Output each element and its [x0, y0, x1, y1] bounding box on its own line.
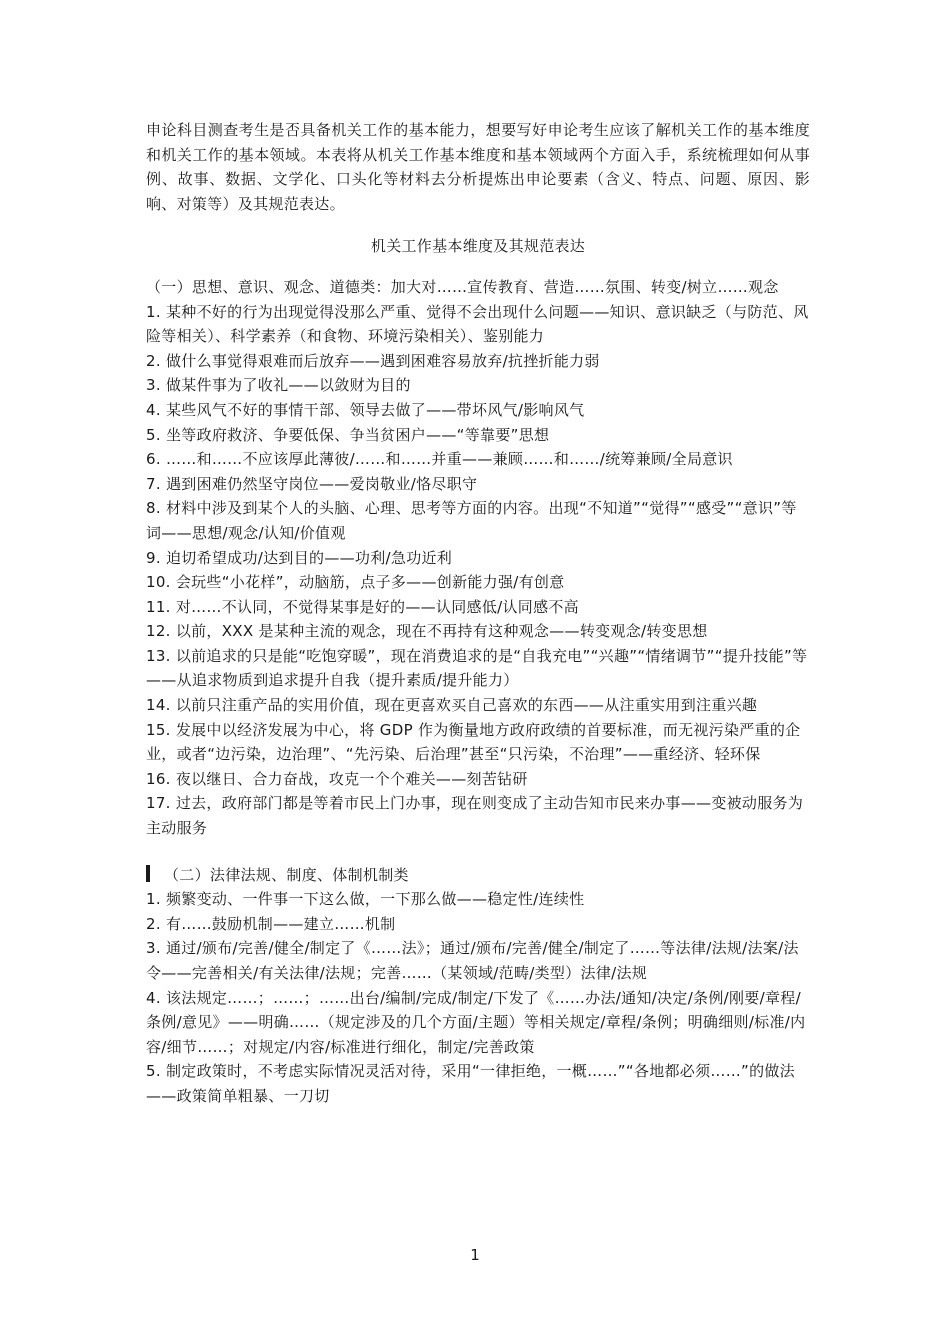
list-item: 6. ……和……不应该厚此薄彼/……和……并重——兼顾……和……/统筹兼顾/全局意识: [146, 450, 733, 469]
intro-paragraph: 申论科目测查考生是否具备机关工作的基本能力，想要写好申论考生应该了解机关工作的基本维度和机关工作的基本领域。本表将从机关工作基本维度和基本领域两个方面入手，系统梳理如何从事例、故事、数据、文学化、口头化等材料去分析提炼出申论要素（含义、特点、问题、原因、影响、对策等）及其规范表达。: [146, 121, 810, 213]
list-item: 9. 迫切希望成功/达到目的——功利/急功近利: [146, 548, 453, 567]
page-number: 1: [470, 1246, 480, 1264]
document-title: 机关工作基本维度及其规范表达: [370, 237, 586, 256]
list-item: 11. 对……不认同，不觉得某事是好的——认同感低/认同感不高: [146, 597, 579, 616]
section-spacer: [146, 841, 810, 863]
section-2-heading: （二）法律法规、制度、体制机制类: [164, 865, 409, 884]
section-2-heading-row: [146, 863, 810, 888]
list-item: 7. 遇到困难仍然坚守岗位——爱岗敬业/恪尽职守: [146, 474, 478, 493]
list-item: 17. 过去，政府部门都是等着市民上门办事，现在则变成了主动告知市民来办事——变被动服务为主动服务: [146, 794, 804, 838]
list-item: 4. 某些风气不好的事情干部、领导去做了——带坏风气/影响风气: [146, 400, 585, 419]
list-item: 12. 以前，XXX 是某种主流的观念，现在不再持有这种观念——转变观念/转变思想: [146, 622, 708, 641]
list-item: 3. 通过/颁布/完善/健全/制定了《……法》；通过/颁布/完善/健全/制定了……等法律/法规/法案/法令——完善相关/有关法律/法规；完善……（某领域/范畴/类型）法律/法规: [146, 939, 799, 982]
section-2-list: [146, 887, 810, 1108]
list-item: 8. 材料中涉及到某个人的头脑、心理、思考等方面的内容。出现“不知道”“觉得”“感受”“意识”等词——思想/观念/认知/价值观: [146, 499, 797, 542]
list-item: 3. 做某件事为了收礼——以敛财为目的: [146, 376, 411, 395]
list-item: 2. 有……鼓励机制——建立……机制: [146, 914, 396, 933]
list-item: 5. 制定政策时，不考虑实际情况灵活对待，采用“一律拒绝，一概……”“各地都必须……”的做法——政策简单粗暴、一刀切: [146, 1062, 795, 1105]
list-item: 16. 夜以继日、合力奋战，攻克一个个难关——刻苦钻研: [146, 769, 528, 788]
document-body: [146, 118, 810, 1109]
list-item: 13. 以前追求的只是能“吃饱穿暖”，现在消费追求的是“自我充电”“兴趣”“情绪调节”“提升技能”等——从追求物质到追求提升自我（提升素质/提升能力）: [146, 646, 808, 690]
section-marker-bar: [146, 865, 150, 882]
list-item: 15. 发展中以经济发展为中心，将 GDP 作为衡量地方政府政绩的首要标准，而无视污染严重的企业，或者“边污染，边治理”、“先污染、后治理”甚至“只污染，不治理”——重经济、轻环保: [146, 720, 801, 764]
list-item: 14. 以前只注重产品的实用价值，现在更喜欢买自己喜欢的东西——从注重实用到注重兴趣: [146, 696, 758, 715]
section-1-list: [146, 300, 810, 841]
list-item: 2. 做什么事觉得艰难而后放弃——遇到困难容易放弃/抗挫折能力弱: [146, 351, 600, 370]
list-item: 5. 坐等政府救济、争要低保、争当贫困户——“等靠要”思想: [146, 425, 550, 444]
list-item: 10. 会玩些“小花样”，动脑筋，点子多——创新能力强/有创意: [146, 573, 565, 592]
list-item: 1. 频繁变动、一件事一下这么做，一下那么做——稳定性/连续性: [146, 890, 585, 909]
list-item: 4. 该法规定……；……；……出台/编制/完成/制定/下发了《……办法/通知/决定/条例/刚要/章程/条例/意见》——明确……（规定涉及的几个方面/主题）等相关规定/章程/条例；明确细则/标准/内容/细节……；对规定/内容/标准进行细化，制定/完善政策: [146, 988, 806, 1056]
section-1-heading: （一）思想、意识、观念、道德类：加大对……宣传教育、营造……氛围、转变/树立……观念: [146, 277, 779, 296]
list-item: 1. 某种不好的行为出现觉得没那么严重、觉得不会出现什么问题——知识、意识缺乏（与防范、风险等相关）、科学素养（和食物、环境污染相关）、鉴别能力: [146, 302, 809, 346]
